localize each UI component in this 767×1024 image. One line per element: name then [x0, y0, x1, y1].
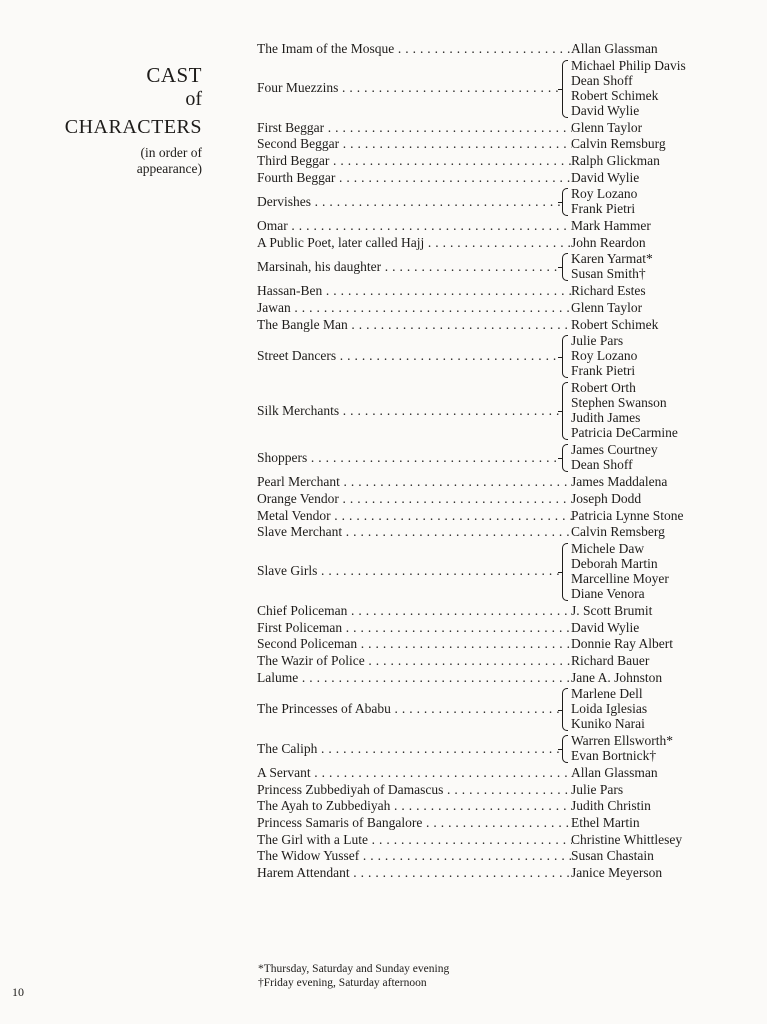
page-number: 10: [12, 985, 24, 999]
role-name: The Caliph . . .: [257, 741, 560, 757]
actor-name: Mark Hammer: [571, 218, 651, 234]
cast-row: [257, 541, 727, 603]
grouping-brace: [562, 735, 568, 763]
actor-group: [571, 251, 653, 281]
actor-name: Judith Christin: [571, 798, 651, 814]
actor-name: Donnie Ray Albert: [571, 636, 673, 652]
cast-row: [257, 474, 727, 491]
cast-row: [257, 524, 727, 541]
role-name: Fourth Beggar . . .: [257, 170, 572, 187]
cast-row: [257, 235, 727, 252]
role-name: Marsinah, his daughter . . .: [257, 259, 560, 275]
role-name: Harem Attendant . . .: [257, 865, 572, 882]
grouping-brace: [562, 543, 568, 601]
cast-row: [257, 170, 727, 187]
cast-row: [257, 798, 727, 815]
actor-name: Richard Bauer: [571, 652, 650, 668]
actor-name: Michael Philip Davis: [571, 57, 686, 73]
cast-row: [257, 653, 727, 670]
role-name: Orange Vendor . . .: [257, 491, 572, 508]
role-name: Princess Zubbediyah of Damascus . . .: [257, 782, 572, 799]
role-name: Dervishes . . .: [257, 194, 560, 210]
actor-name: Roy Lozano: [571, 186, 638, 202]
cast-row: [257, 491, 727, 508]
grouping-brace: [562, 335, 568, 378]
actor-name: Judith James: [571, 410, 641, 426]
cast-row: [257, 865, 727, 882]
actor-group: [571, 686, 647, 731]
actor-group: [571, 541, 669, 601]
role-name: Slave Girls . . .: [257, 563, 560, 579]
actor-name: Evan Bortnick†: [571, 748, 657, 764]
actor-name: Glenn Taylor: [571, 300, 643, 316]
actor-name: Frank Pietri: [571, 201, 636, 217]
heading-of: of: [185, 88, 202, 110]
actor-name: Roy Lozano: [571, 348, 638, 364]
footnote-dagger: †Friday evening, Saturday afternoon: [258, 977, 427, 989]
actor-name: Ralph Glickman: [571, 152, 660, 168]
role-name: Slave Merchant . . .: [257, 524, 572, 541]
role-name: The Wazir of Police . . .: [257, 653, 572, 670]
grouping-brace: [562, 253, 568, 281]
role-name: The Imam of the Mosque . . .: [257, 41, 572, 58]
actor-name: David Wylie: [571, 619, 640, 635]
actor-name: Robert Schimek: [571, 87, 659, 103]
actor-group: [571, 442, 658, 472]
actor-name: Julie Pars: [571, 333, 624, 349]
actor-name: Robert Schimek: [571, 316, 659, 332]
cast-heading-block: [40, 64, 202, 177]
role-name: A Public Poet, later called Hajj . . .: [257, 235, 572, 252]
actor-group: [571, 380, 678, 440]
actor-name: Joseph Dodd: [571, 491, 642, 507]
role-name: Metal Vendor . . .: [257, 508, 572, 525]
actor-name: Michele Daw: [571, 540, 645, 556]
actor-name: Patricia Lynne Stone: [571, 507, 684, 523]
grouping-brace: [562, 188, 568, 216]
subtitle-line: appearance): [136, 161, 202, 176]
cast-row: [257, 848, 727, 865]
cast-row: [257, 317, 727, 334]
role-name: Jawan . . .: [257, 300, 572, 317]
role-name: Street Dancers . . .: [257, 348, 560, 364]
actor-name: Glenn Taylor: [571, 119, 643, 135]
cast-row: [257, 251, 727, 283]
cast-row: [257, 153, 727, 170]
cast-row: [257, 186, 727, 218]
role-name: Silk Merchants . . .: [257, 403, 560, 419]
actor-name: John Reardon: [571, 234, 646, 250]
actor-name: Patricia DeCarmine: [571, 425, 678, 441]
role-name: Second Policeman . . .: [257, 636, 572, 653]
cast-row: [257, 832, 727, 849]
role-name: The Widow Yussef . . .: [257, 848, 572, 865]
cast-row: [257, 815, 727, 832]
actor-name: Robert Orth: [571, 380, 636, 396]
grouping-brace: [562, 444, 568, 472]
heading-subtitle: [40, 145, 202, 177]
actor-group: [571, 58, 686, 118]
role-name: Chief Policeman . . .: [257, 603, 572, 620]
cast-row: [257, 782, 727, 799]
heading-characters: CHARACTERS: [64, 116, 202, 138]
cast-row: [257, 765, 727, 782]
grouping-brace: [562, 382, 568, 440]
actor-group: [571, 733, 673, 763]
cast-row: [257, 442, 727, 474]
role-name: First Policeman . . .: [257, 620, 572, 637]
cast-row: [257, 636, 727, 653]
role-name: Shoppers . . .: [257, 450, 560, 466]
cast-row: [257, 620, 727, 637]
cast-row: [257, 283, 727, 300]
actor-name: David Wylie: [571, 102, 640, 118]
actor-name: Christine Whittlesey: [571, 831, 683, 847]
role-name: Lalume . . .: [257, 670, 572, 687]
actor-name: Diane Venora: [571, 585, 645, 601]
cast-row: [257, 58, 727, 120]
cast-row: [257, 686, 727, 733]
cast-row: [257, 333, 727, 380]
actor-name: Richard Estes: [571, 283, 646, 299]
actor-name: Dean Shoff: [571, 457, 633, 473]
role-name: Pearl Merchant . . .: [257, 474, 572, 491]
actor-name: Marcelline Moyer: [571, 570, 669, 586]
actor-name: Frank Pietri: [571, 363, 636, 379]
actor-group: [571, 333, 637, 378]
role-name: Princess Samaris of Bangalore . . .: [257, 815, 572, 832]
cast-row: [257, 300, 727, 317]
actor-name: J. Scott Brumit: [571, 602, 653, 618]
cast-row: [257, 218, 727, 235]
cast-row: [257, 508, 727, 525]
actor-name: Janice Meyerson: [571, 865, 663, 881]
actor-name: Karen Yarmat*: [571, 251, 653, 267]
grouping-brace: [562, 60, 568, 118]
cast-row: [257, 670, 727, 687]
actor-name: Dean Shoff: [571, 72, 633, 88]
footnote-asterisk: *Thursday, Saturday and Sunday evening: [258, 963, 450, 975]
cast-row: [257, 120, 727, 137]
actor-name: Loida Iglesias: [571, 701, 648, 717]
actor-name: Ethel Martin: [571, 815, 640, 831]
actor-name: Susan Chastain: [571, 848, 654, 864]
role-name: The Princesses of Ababu . . .: [257, 701, 560, 717]
cast-row: [257, 380, 727, 442]
cast-row: [257, 41, 727, 58]
actor-name: Warren Ellsworth*: [571, 733, 674, 749]
role-name: The Ayah to Zubbediyah . . .: [257, 798, 572, 815]
actor-name: Allan Glassman: [571, 765, 658, 781]
cast-row: [257, 603, 727, 620]
actor-name: David Wylie: [571, 169, 640, 185]
role-name: Omar . . .: [257, 218, 572, 235]
cast-row: [257, 136, 727, 153]
role-name: Four Muezzins . . .: [257, 80, 560, 96]
actor-name: Marlene Dell: [571, 686, 643, 702]
actor-name: Jane A. Johnston: [571, 669, 663, 685]
cast-row: [257, 733, 727, 765]
actor-name: Calvin Remsburg: [571, 136, 666, 152]
actor-group: [571, 186, 637, 216]
role-name: Third Beggar . . .: [257, 153, 572, 170]
actor-name: Stephen Swanson: [571, 395, 667, 411]
actor-name: Deborah Martin: [571, 555, 658, 571]
actor-name: James Maddalena: [571, 474, 668, 490]
role-name: Second Beggar . . .: [257, 136, 572, 153]
heading-cast: CAST: [146, 63, 202, 87]
actor-name: James Courtney: [571, 442, 658, 458]
role-name: Hassan-Ben . . .: [257, 283, 572, 300]
role-name: The Girl with a Lute . . .: [257, 832, 572, 849]
role-name: The Bangle Man . . .: [257, 317, 572, 334]
cast-list: [257, 41, 727, 882]
grouping-brace: [562, 688, 568, 731]
role-name: First Beggar . . .: [257, 120, 572, 137]
actor-name: Allan Glassman: [571, 41, 658, 56]
role-name: A Servant . . .: [257, 765, 572, 782]
actor-name: Susan Smith†: [571, 266, 646, 282]
actor-name: Julie Pars: [571, 781, 624, 797]
subtitle-line: (in order of: [140, 145, 202, 160]
footnotes: [258, 962, 449, 990]
actor-name: Calvin Remsberg: [571, 524, 665, 540]
actor-name: Kuniko Narai: [571, 716, 645, 732]
